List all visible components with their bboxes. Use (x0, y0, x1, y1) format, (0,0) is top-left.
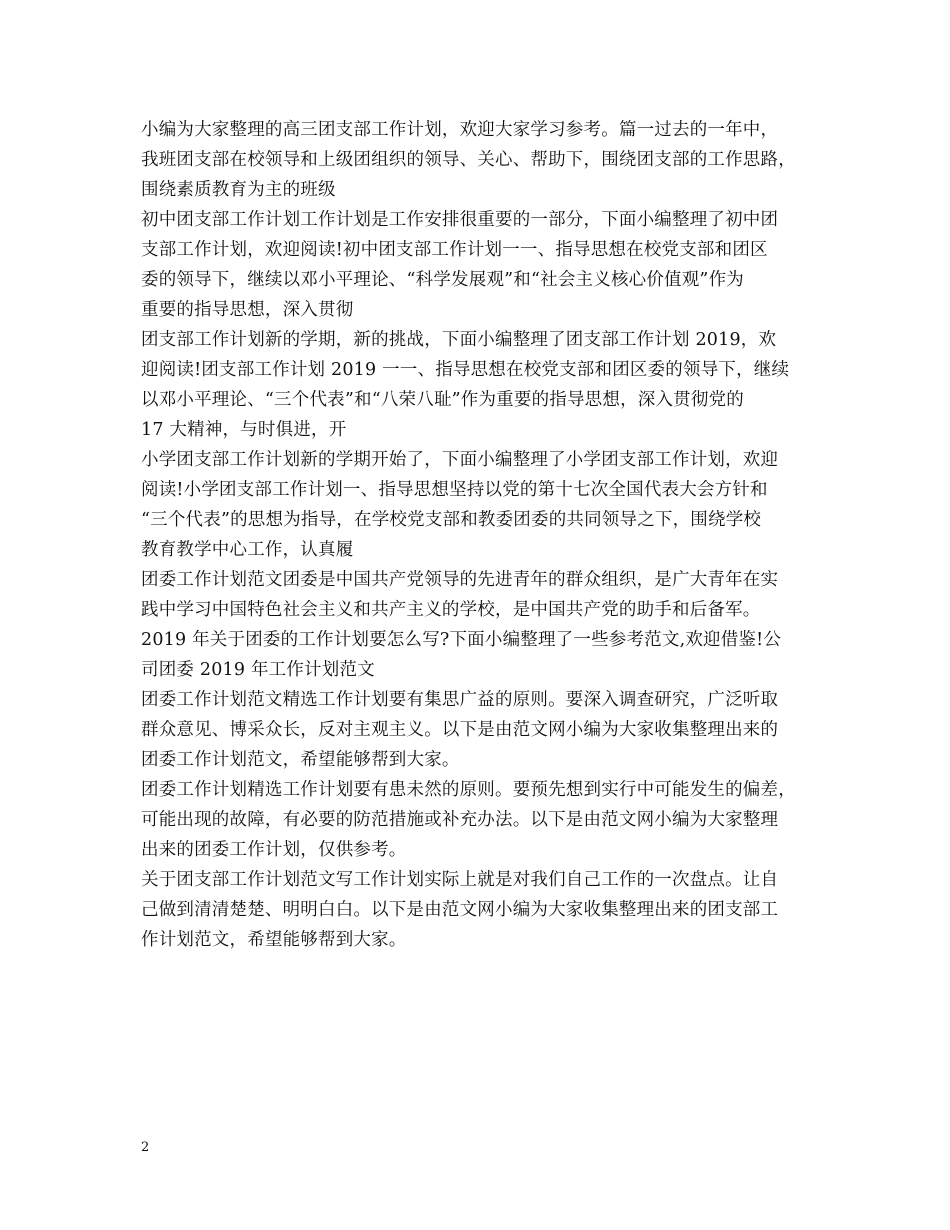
text-line: 出来的团委工作计划，仅供参考。 (141, 840, 407, 860)
text-line: 我班团支部在校领导和上级团组织的领导、关心、帮助下，围绕团支部的工作思路， (141, 150, 796, 170)
text-line: 小学团支部工作计划新的学期开始了，下面小编整理了小学团支部工作计划，欢迎 (141, 450, 779, 470)
paragraph-selected-samples (141, 685, 821, 775)
text-line: “三个代表”的思想为指导，在学校党支部和教委团委的共同领导之下，围绕学校 (141, 510, 762, 530)
paragraph-selected-plans (141, 775, 821, 865)
text-line: 己做到清清楚楚、明明白白。以下是由范文网小编为大家收集整理出来的团支部工 (141, 900, 779, 920)
text-line: 阅读!小学团支部工作计划一、指导思想坚持以党的第十七次全国代表大会方针和 (141, 480, 768, 500)
text-line: 17 大精神，与时俱进，开 (141, 420, 347, 440)
document-body (141, 115, 821, 955)
text-line: 司团委 2019 年工作计划范文 (141, 660, 375, 680)
text-line: 支部工作计划，欢迎阅读!初中团支部工作计划一一、指导思想在校党支部和团区 (141, 240, 768, 260)
text-line: 初中团支部工作计划工作计划是工作安排很重要的一部分，下面小编整理了初中团 (141, 210, 779, 230)
paragraph-youth-league-sample (141, 565, 821, 685)
text-line: 作计划范文，希望能够帮到大家。 (141, 930, 407, 950)
text-line: 可能出现的故障，有必要的防范措施或补充办法。以下是由范文网小编为大家整理 (141, 810, 779, 830)
text-line: 2019 年关于团委的工作计划要怎么写?下面小编整理了一些参考范文,欢迎借鉴!公 (141, 630, 782, 650)
text-line: 团委工作计划范文团委是中国共产党领导的先进青年的群众组织，是广大青年在实 (141, 570, 779, 590)
text-line: 围绕素质教育为主的班级 (141, 180, 336, 200)
text-line: 小编为大家整理的高三团支部工作计划，欢迎大家学习参考。篇一过去的一年中， (141, 120, 779, 140)
text-line: 群众意见、博采众长，反对主观主义。以下是由范文网小编为大家收集整理出来的 (141, 720, 779, 740)
paragraph-branch-plan-samples (141, 865, 821, 955)
text-line: 团支部工作计划新的学期，新的挑战，下面小编整理了团支部工作计划 2019，欢 (141, 330, 777, 350)
text-line: 团委工作计划精选工作计划要有患未然的原则。要预先想到实行中可能发生的偏差， (141, 780, 796, 800)
text-line: 践中学习中国特色社会主义和共产主义的学校，是中国共产党的助手和后备军。 (141, 600, 761, 620)
text-line: 迎阅读!团支部工作计划 2019 一一、指导思想在校党支部和团区委的领导下，继续 (141, 360, 790, 380)
text-line: 关于团支部工作计划范文写工作计划实际上就是对我们自己工作的一次盘点。让自 (141, 870, 779, 890)
text-line: 教育教学中心工作，认真履 (141, 540, 354, 560)
text-line: 重要的指导思想，深入贯彻 (141, 300, 354, 320)
paragraph-branch-plan-2019 (141, 325, 821, 445)
text-line: 以邓小平理论、“三个代表”和“八荣八耻”作为重要的指导思想，深入贯彻党的 (141, 390, 744, 410)
page-number: 2 (141, 1140, 150, 1155)
text-line: 团委工作计划范文，希望能够帮到大家。 (141, 750, 460, 770)
paragraph-junior-high-plan (141, 205, 821, 325)
text-line: 团委工作计划范文精选工作计划要有集思广益的原则。要深入调查研究，广泛听取 (141, 690, 779, 710)
paragraph-primary-school-plan (141, 445, 821, 565)
paragraph-senior-three-plan (141, 115, 821, 205)
text-line: 委的领导下，继续以邓小平理论、“科学发展观”和“社会主义核心价值观”作为 (141, 270, 744, 290)
